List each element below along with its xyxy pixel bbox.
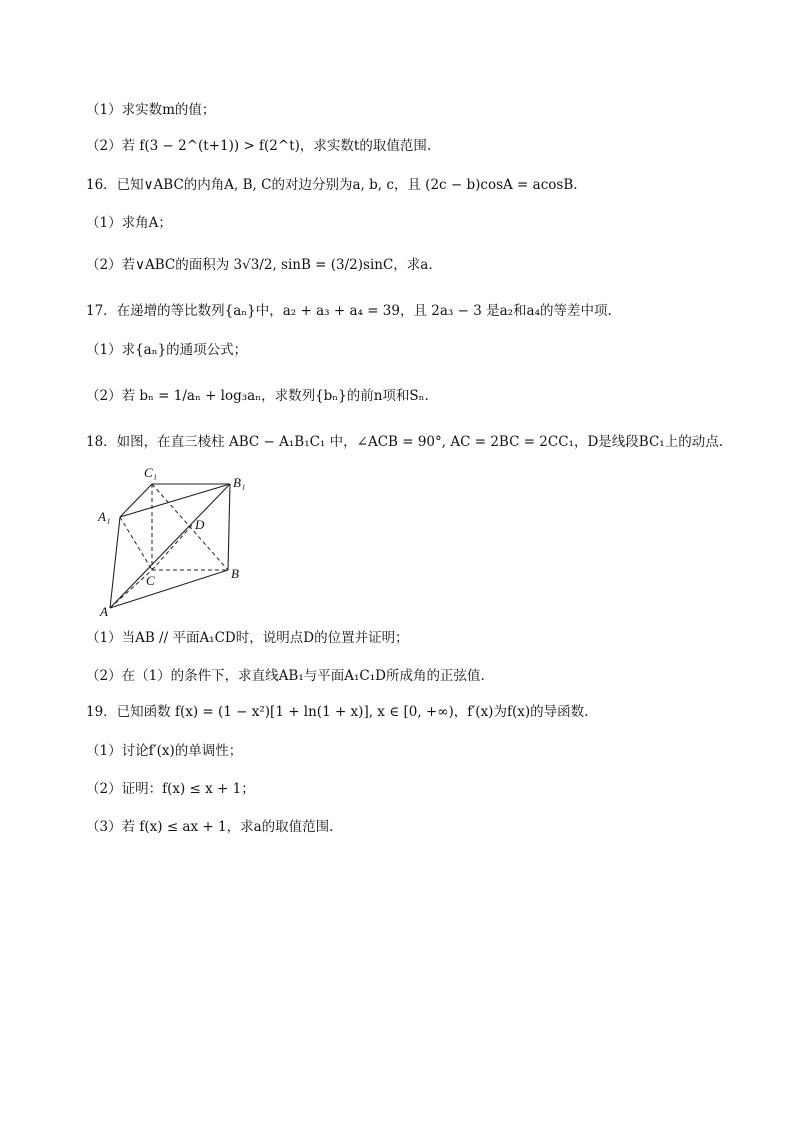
q18-part1: （1）当AB // 平面A₁CD时，说明点D的位置并证明； bbox=[86, 630, 409, 646]
label-d: D bbox=[195, 517, 205, 532]
q16-part2: （2）若∨ABC的面积为 3√3/2, sinB = (3/2)sinC，求a. bbox=[86, 257, 433, 273]
q19-part2: （2）证明：f(x) ≤ x + 1； bbox=[86, 781, 255, 797]
q16-stem: 16．已知∨ABC的内角A, B, C的对边分别为a, b, c，且 (2c − b)cosA = acosB. bbox=[86, 177, 578, 193]
label-c1: C₁ bbox=[144, 465, 158, 480]
q19-part3: （3）若 f(x) ≤ ax + 1，求a的取值范围. bbox=[86, 819, 334, 835]
label-c: C bbox=[146, 573, 155, 588]
q19-stem: 19．已知函数 f(x) = (1 − x²)[1 + ln(1 + x)], x ∈ [0, +∞)，f′(x)为f(x)的导函数. bbox=[86, 704, 589, 720]
q16-part1: （1）求角A； bbox=[86, 215, 172, 231]
q15-part2: （2）若 f(3 − 2^(t+1)) > f(2^t)，求实数t的取值范围. bbox=[86, 138, 432, 154]
q17-part2: （2）若 bₙ = 1/aₙ + log₃aₙ，求数列{bₙ}的前n项和Sₙ. bbox=[86, 388, 429, 404]
q19-part1: （1）讨论f′(x)的单调性； bbox=[86, 743, 243, 759]
q15-part1: （1）求实数m的值； bbox=[86, 102, 216, 118]
label-a1: A₁ bbox=[98, 509, 111, 524]
prism-figure bbox=[96, 460, 256, 620]
q18-stem: 18．如图，在直三棱柱 ABC − A₁B₁C₁ 中，∠ACB = 90°, AC = 2BC = 2CC₁，D是线段BC₁上的动点. bbox=[86, 434, 723, 450]
q18-part2: （2）在（1）的条件下，求直线AB₁与平面A₁C₁D所成角的正弦值. bbox=[86, 668, 485, 684]
q17-stem: 17．在递增的等比数列{aₙ}中，a₂ + a₃ + a₄ = 39，且 2a₃ − 3 是a₂和a₄的等差中项. bbox=[86, 303, 612, 319]
label-b1: B₁ bbox=[233, 475, 246, 490]
label-b: B bbox=[231, 566, 239, 581]
label-a: A bbox=[100, 604, 108, 619]
q17-part1: （1）求{aₙ}的通项公式； bbox=[86, 342, 248, 358]
